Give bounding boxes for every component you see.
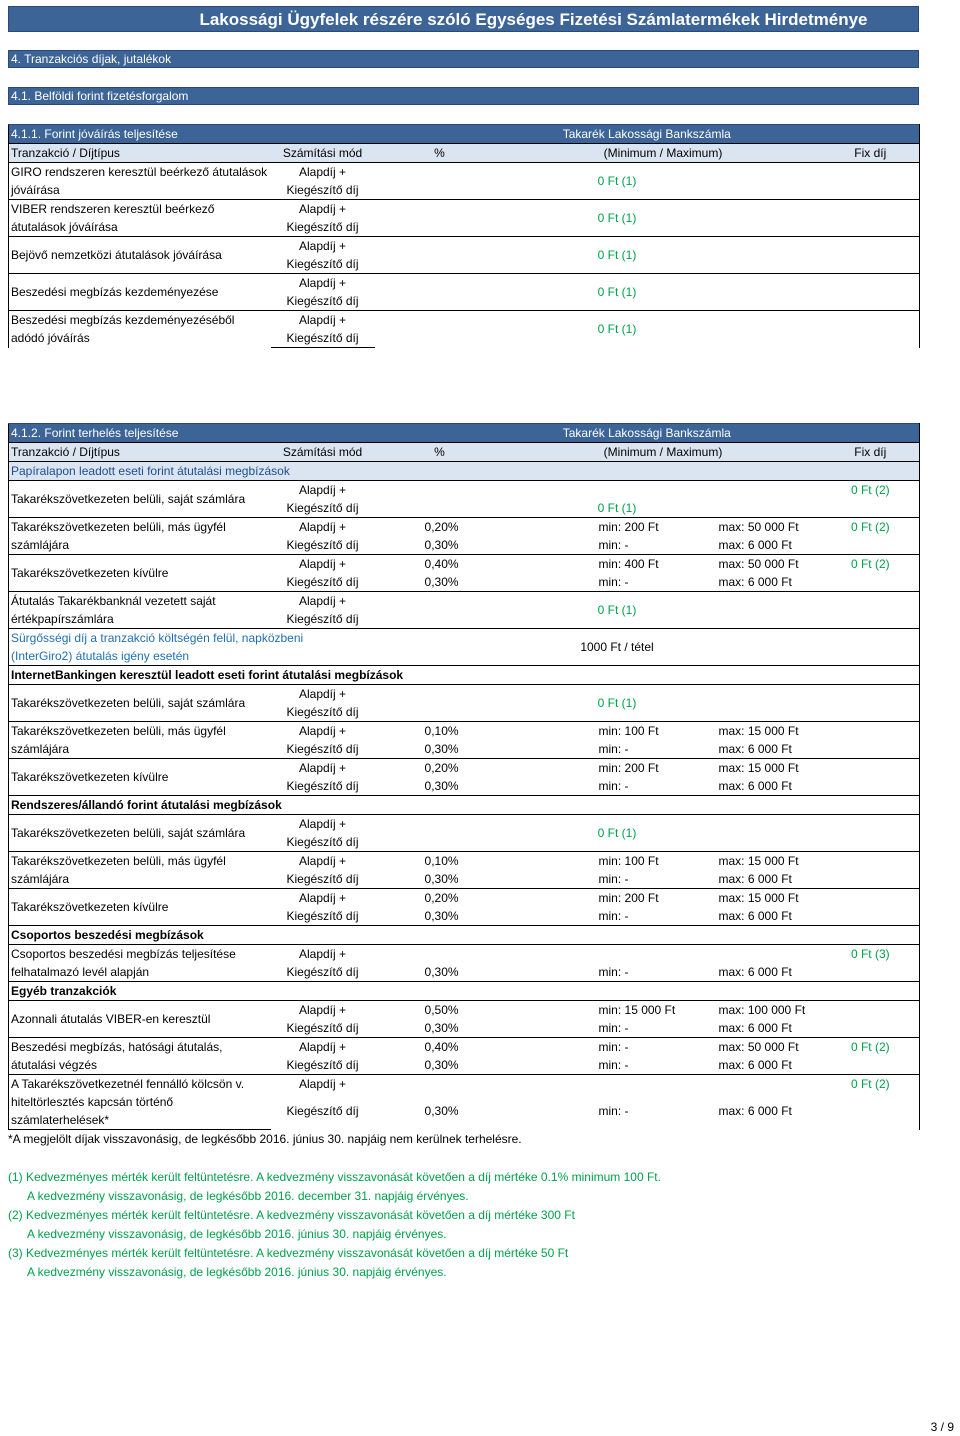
footnote-2: (2) Kedvezményes mérték került feltüntetésre. A kedvezmény visszavonását követően a díj mértéke 300 Ft <box>8 1208 575 1222</box>
table-row: VIBER rendszeren keresztül beérkező átutalások jóváírása <box>9 200 271 237</box>
footnote-1-validity: A kedvezmény visszavonásig, de legkésőbb 2016. december 31. napjáig érvényes. <box>27 1189 469 1203</box>
fix-fee: 0 Ft (2) <box>822 1075 920 1094</box>
fee-value: 0 Ft (1) <box>375 200 822 237</box>
percent: 0,30% <box>424 871 459 886</box>
calc-base: Alapdíj + <box>271 481 375 500</box>
max: max: 6 000 Ft <box>718 1103 792 1118</box>
col-header-calc: Számítási mód <box>271 144 375 163</box>
calc-extra: Kiegészítő díj <box>286 908 359 923</box>
table2-heading: 4.1.2. Forint terhelés teljesítése <box>9 424 375 443</box>
table-row-cont: felhatalmazó levél alapján <box>9 963 271 982</box>
calc-extra: Kiegészítő díj <box>286 182 359 197</box>
min: min: - <box>598 574 629 589</box>
fix-fee: 0 Ft (2) <box>822 1038 920 1057</box>
table-row: Beszedési megbízás kezdeményezése <box>9 274 271 311</box>
percent: 0,20% <box>375 889 505 908</box>
calc-base: Alapdíj + <box>271 889 375 908</box>
min: min: 200 Ft <box>597 518 717 537</box>
table-row-cont: hiteltörlesztés kapcsán történő <box>9 1093 271 1111</box>
min: min: 200 Ft <box>597 759 717 778</box>
max: max: 6 000 Ft <box>718 537 792 552</box>
min: min: - <box>598 537 629 552</box>
max: max: 15 000 Ft <box>717 852 822 871</box>
table-row: Takarékszövetkezeten kívülre <box>9 759 271 796</box>
min: min: - <box>598 1103 629 1118</box>
calc-extra: Kiegészítő díj <box>286 964 359 979</box>
calc-base: Alapdíj + <box>271 163 375 182</box>
fix-fee: 0 Ft (2) <box>822 481 920 500</box>
min: min: 200 Ft <box>597 889 717 908</box>
table-row: Csoportos beszedési megbízás teljesítése <box>9 945 271 964</box>
percent: 0,30% <box>424 537 459 552</box>
footnote-3-validity: A kedvezmény visszavonásig, de legkésőbb 2016. június 30. napjáig érvényes. <box>27 1265 447 1279</box>
forint-debit-table <box>8 423 920 1130</box>
calc-extra: Kiegészítő díj <box>286 537 359 552</box>
min: min: 400 Ft <box>597 555 717 574</box>
max: max: 6 000 Ft <box>718 871 792 886</box>
calc-base: Alapdíj + <box>271 852 375 871</box>
percent: 0,30% <box>424 1057 459 1072</box>
table2-product: Takarék Lakossági Bankszámla <box>375 424 920 443</box>
percent: 0,10% <box>375 722 505 741</box>
percent: 0,30% <box>424 1103 459 1118</box>
urgent-fee-label: Sürgősségi díj a tranzakció költségén felül, napközbeni <box>9 629 375 648</box>
fee-value: 0 Ft (1) <box>375 237 822 274</box>
max: max: 15 000 Ft <box>717 889 822 908</box>
calc-base: Alapdíj + <box>271 1038 375 1057</box>
min: min: 100 Ft <box>597 722 717 741</box>
percent: 0,20% <box>375 759 505 778</box>
percent: 0,30% <box>424 964 459 979</box>
min: min: - <box>598 964 629 979</box>
percent: 0,10% <box>375 852 505 871</box>
forint-credit-table <box>8 124 920 348</box>
fix-fee: 0 Ft (3) <box>822 945 920 964</box>
percent: 0,40% <box>375 555 505 574</box>
max: max: 6 000 Ft <box>718 964 792 979</box>
section-other: Egyéb tranzakciók <box>9 982 822 1001</box>
table-row: Takarékszövetkezeten belüli, saját számlára <box>9 481 271 518</box>
fee-value: 0 Ft (1) <box>375 311 822 348</box>
col-header-calc: Számítási mód <box>271 443 375 462</box>
table-row: A Takarékszövetkezetnél fennálló kölcsön v. <box>9 1075 271 1094</box>
table-row: Azonnali átutalás VIBER-en keresztül <box>9 1001 271 1038</box>
col-header-fix: Fix díj <box>822 443 920 462</box>
percent: 0,30% <box>424 1020 459 1035</box>
calc-base: Alapdíj + <box>271 200 375 219</box>
min: min: - <box>598 908 629 923</box>
min: min: - <box>598 871 629 886</box>
max: max: 6 000 Ft <box>718 741 792 756</box>
min: min: 15 000 Ft <box>597 1001 717 1020</box>
fee-value: 0 Ft (1) <box>375 815 822 852</box>
footnotes <box>8 1168 661 1282</box>
page-number: 3 / 9 <box>930 1420 954 1434</box>
calc-extra: Kiegészítő díj <box>271 329 375 348</box>
min: min: - <box>598 1057 629 1072</box>
table-row: Takarékszövetkezeten belüli, más ügyfél <box>9 852 271 871</box>
table-row-cont: számlájára <box>9 536 271 555</box>
table-row: Takarékszövetkezeten belüli, saját számlára <box>9 685 271 722</box>
calc-extra: Kiegészítő díj <box>286 1020 359 1035</box>
col-header-minmax: (Minimum / Maximum) <box>505 443 822 462</box>
footnote-3: (3) Kedvezményes mérték került feltüntetésre. A kedvezmény visszavonását követően a díj mértéke 50 Ft <box>8 1246 569 1260</box>
table-row: Takarékszövetkezeten belüli, más ügyfél <box>9 518 271 537</box>
fee-value: 0 Ft (1) <box>375 274 822 311</box>
fix-fee: 0 Ft (2) <box>822 518 920 537</box>
min: min: - <box>598 1020 629 1035</box>
table-row: GIRO rendszeren keresztül beérkező átutalások jóváírása <box>9 163 271 200</box>
footnote-2-validity: A kedvezmény visszavonásig, de legkésőbb 2016. június 30. napjáig érvényes. <box>27 1227 447 1241</box>
asterisk-note: *A megjelölt díjak visszavonásig, de legkésőbb 2016. június 30. napjáig nem kerülnek terhelésre. <box>8 1132 522 1146</box>
calc-extra: Kiegészítő díj <box>286 256 359 271</box>
document-title: Lakossági Ügyfelek részére szóló Egységes Fizetési Számlatermékek Hirdetménye <box>8 6 919 32</box>
section-regular: Rendszeres/állandó forint átutalási megbízások <box>9 796 822 815</box>
col-header-fix: Fix díj <box>822 144 920 163</box>
fee-value: 0 Ft (1) <box>375 685 822 722</box>
calc-base: Alapdíj + <box>271 685 375 704</box>
calc-extra: Kiegészítő díj <box>286 778 359 793</box>
max: max: 6 000 Ft <box>718 908 792 923</box>
calc-base: Alapdíj + <box>271 237 375 256</box>
fix-fee: 0 Ft (2) <box>822 555 920 574</box>
table-row-cont: számlájára <box>9 740 271 759</box>
max: max: 50 000 Ft <box>717 555 822 574</box>
col-header-minmax: (Minimum / Maximum) <box>505 144 822 163</box>
max: max: 50 000 Ft <box>717 518 822 537</box>
table-row: Takarékszövetkezeten kívülre <box>9 889 271 926</box>
calc-base: Alapdíj + <box>271 311 375 330</box>
fee-value: 0 Ft (1) <box>375 163 822 200</box>
max: max: 15 000 Ft <box>717 759 822 778</box>
table-row: Takarékszövetkezeten belüli, saját számlára <box>9 815 271 852</box>
section-paper: Papíralapon leadott eseti forint átutalási megbízások <box>9 462 822 481</box>
percent: 0,20% <box>375 518 505 537</box>
col-header-percent: % <box>375 144 505 163</box>
max: max: 6 000 Ft <box>718 574 792 589</box>
percent: 0,30% <box>424 908 459 923</box>
table-row: Beszedési megbízás, hatósági átutalás, <box>9 1038 271 1057</box>
calc-base: Alapdíj + <box>271 518 375 537</box>
calc-extra: Kiegészítő díj <box>286 1103 359 1118</box>
percent: 0,30% <box>424 574 459 589</box>
max: max: 6 000 Ft <box>718 778 792 793</box>
calc-base: Alapdíj + <box>271 945 375 964</box>
calc-extra: Kiegészítő díj <box>286 611 359 626</box>
table-row-cont: számlájára <box>9 870 271 889</box>
table1-product: Takarék Lakossági Bankszámla <box>375 125 920 144</box>
calc-base: Alapdíj + <box>271 759 375 778</box>
calc-base: Alapdíj + <box>271 274 375 293</box>
calc-extra: Kiegészítő díj <box>286 704 359 719</box>
calc-extra: Kiegészítő díj <box>286 834 359 849</box>
percent: 0,30% <box>424 741 459 756</box>
calc-base: Alapdíj + <box>271 1001 375 1020</box>
calc-base: Alapdíj + <box>271 555 375 574</box>
min: min: - <box>598 741 629 756</box>
urgent-fee-value: 1000 Ft / tétel <box>375 629 822 666</box>
footnote-1: (1) Kedvezményes mérték került feltüntetésre. A kedvezmény visszavonását követően a díj mértéke 0.1% minimum 100 Ft. <box>8 1170 661 1184</box>
max: max: 50 000 Ft <box>717 1038 822 1057</box>
max: max: 6 000 Ft <box>718 1057 792 1072</box>
calc-extra: Kiegészítő díj <box>286 293 359 308</box>
table-row-cont: értékpapírszámlára <box>9 610 271 629</box>
max: max: 15 000 Ft <box>717 722 822 741</box>
table-row: Beszedési megbízás kezdeményezéséből adódó jóváírás <box>9 311 271 348</box>
section-group: Csoportos beszedési megbízások <box>9 926 822 945</box>
calc-extra: Kiegészítő díj <box>286 219 359 234</box>
calc-base: Alapdíj + <box>271 815 375 834</box>
table-row: Takarékszövetkezeten kívülre <box>9 555 271 592</box>
table-row: Bejövő nemzetközi átutalások jóváírása <box>9 237 271 274</box>
urgent-fee-label-cont: (InterGiro2) átutalás igény esetén <box>9 647 375 666</box>
min: min: - <box>597 1038 717 1057</box>
section-internet: InternetBankingen keresztül leadott eseti forint átutalási megbízások <box>9 666 822 685</box>
table-row: Takarékszövetkezeten belüli, más ügyfél <box>9 722 271 741</box>
percent: 0,40% <box>375 1038 505 1057</box>
table-row: Átutalás Takarékbanknál vezetett saját <box>9 592 271 611</box>
percent: 0,50% <box>375 1001 505 1020</box>
calc-extra: Kiegészítő díj <box>286 500 359 515</box>
fee-value: 0 Ft (1) <box>375 592 822 629</box>
table-row-cont: számlaterhelések* <box>9 1111 271 1130</box>
fee-value: 0 Ft (1) <box>597 500 637 515</box>
max: max: 6 000 Ft <box>718 1020 792 1035</box>
calc-extra: Kiegészítő díj <box>286 574 359 589</box>
col-header-percent: % <box>375 443 505 462</box>
percent: 0,30% <box>424 778 459 793</box>
calc-base: Alapdíj + <box>271 722 375 741</box>
calc-extra: Kiegészítő díj <box>286 1057 359 1072</box>
col-header-transaction: Tranzakció / Díjtípus <box>9 144 271 163</box>
min: min: 100 Ft <box>597 852 717 871</box>
calc-base: Alapdíj + <box>271 1075 375 1094</box>
table1-heading: 4.1.1. Forint jóváírás teljesítése <box>9 125 375 144</box>
max: max: 100 000 Ft <box>717 1001 822 1020</box>
subsection-heading: 4.1. Belföldi forint fizetésforgalom <box>8 87 919 105</box>
calc-extra: Kiegészítő díj <box>286 741 359 756</box>
min: min: - <box>598 778 629 793</box>
calc-extra: Kiegészítő díj <box>286 871 359 886</box>
table-row-cont: átutalási végzés <box>9 1056 271 1075</box>
calc-base: Alapdíj + <box>271 592 375 611</box>
col-header-transaction: Tranzakció / Díjtípus <box>9 443 271 462</box>
section-heading: 4. Tranzakciós díjak, jutalékok <box>8 50 919 68</box>
